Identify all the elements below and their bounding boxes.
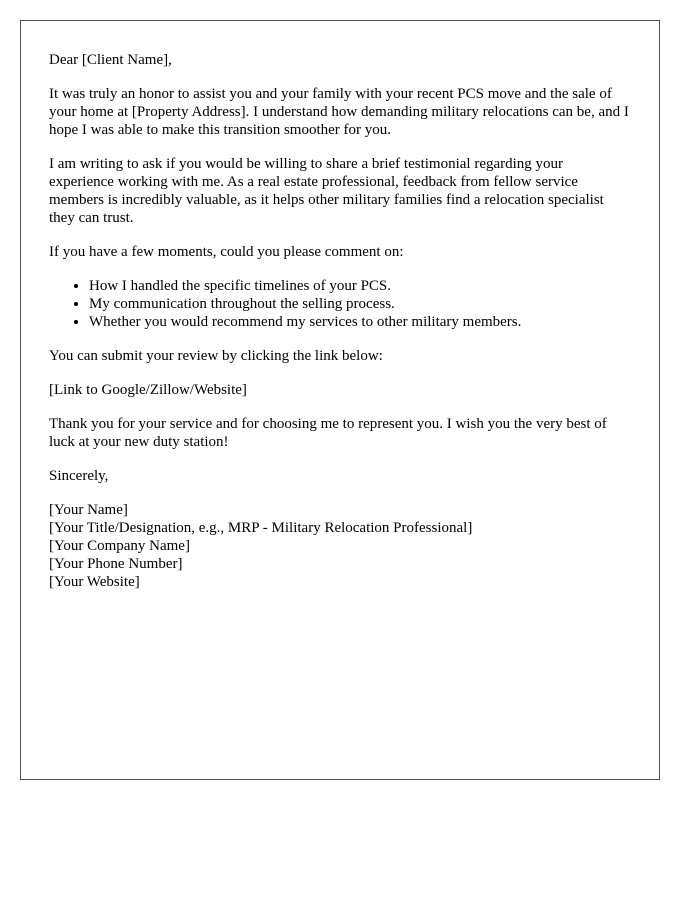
letter-container [20, 20, 660, 780]
signature-title: [Your Title/Designation, e.g., MRP - Military Relocation Professional] [49, 520, 473, 536]
paragraph-request: I am writing to ask if you would be willing to share a brief testimonial regarding your experience working with me. As a real estate professional, feedback from fellow service members is incredibly valuable, as it helps other military families find a relocation specialist they can trust. [49, 156, 604, 226]
salutation: Dear [Client Name], [49, 52, 172, 68]
signature-name: [Your Name] [49, 502, 128, 518]
list-intro: If you have a few moments, could you please comment on: [49, 244, 404, 260]
list-item: • Whether you would recommend my services to other military members. [89, 313, 631, 331]
list-item: • How I handled the specific timelines of your PCS. [89, 277, 631, 295]
review-prompt: You can submit your review by clicking the link below: [49, 348, 383, 364]
closing-paragraph: Thank you for your service and for choosing me to represent you. I wish you the very best of luck at your new duty station! [49, 416, 607, 450]
paragraph-intro: It was truly an honor to assist you and your family with your recent PCS move and the sale of your home at [Property Address]. I understand how demanding military relocations can be, and I hope I was able to make this transition smoother for you. [49, 86, 629, 138]
comment-topics-list [49, 277, 631, 331]
review-link: [Link to Google/Zillow/Website] [49, 382, 247, 398]
signature-phone: [Your Phone Number] [49, 556, 183, 572]
sign-off: Sincerely, [49, 468, 109, 484]
signature-company: [Your Company Name] [49, 538, 190, 554]
signature-website: [Your Website] [49, 574, 140, 590]
signature-block [49, 501, 631, 591]
list-item: • My communication throughout the selling process. [89, 295, 631, 313]
